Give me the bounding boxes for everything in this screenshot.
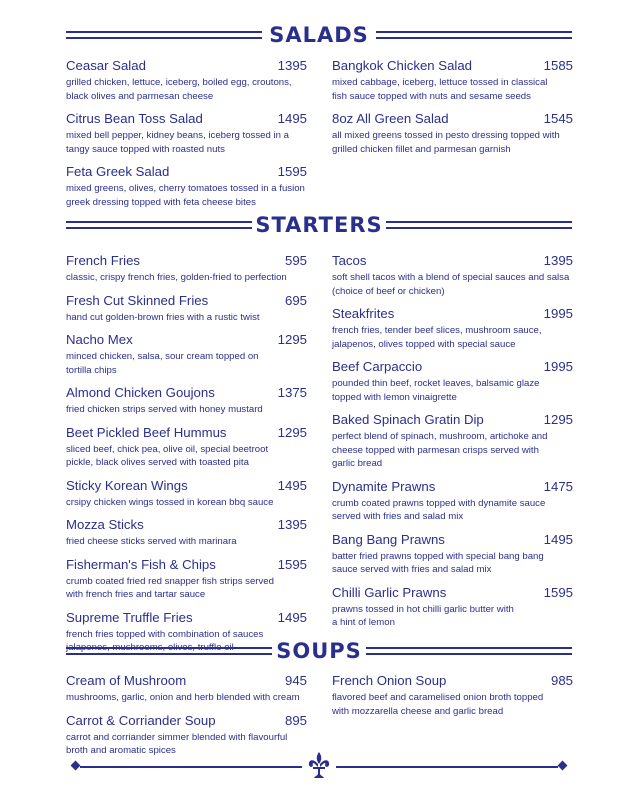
menu-item-price: 1395 <box>277 517 307 532</box>
menu-item-description: crsipy chicken wings tossed in korean bbq sauce <box>66 496 274 508</box>
menu-item-name: Tacos <box>332 253 367 268</box>
menu-item-description: sliced beef, chick pea, olive oil, special beetroot pickle, black olives served with toasted pita <box>66 443 269 468</box>
menu-item-name: Feta Greek Salad <box>66 164 170 179</box>
menu-item-description: mushrooms, garlic, onion and herb blended with cream <box>66 692 300 703</box>
menu-item-description: all mixed greens tossed in pesto dressing topped with grilled chicken fillet and parmesan garnish <box>332 130 560 155</box>
menu-item-row <box>66 610 307 626</box>
menu-item-description: classic, crispy french fries, golden-fried to perfection <box>66 272 287 283</box>
menu-item <box>332 359 573 404</box>
menu-item-name: Sticky Korean Wings <box>66 477 188 493</box>
menu-item-name: Ceasar Salad <box>66 58 146 73</box>
menu-item-price: 1995 <box>543 359 573 374</box>
menu-item <box>332 585 573 630</box>
menu-item-name: Citrus Bean Toss Salad <box>66 111 203 126</box>
menu-item-description: batter fried prawns topped with special bang bang sauce served with fries and salad mix <box>332 550 544 575</box>
menu-item-price: 945 <box>284 673 307 688</box>
footer-ornament <box>66 756 572 778</box>
menu-item-name: Fisherman's Fish & Chips <box>66 556 216 572</box>
menu-item-name: Bang Bang Prawns <box>332 531 445 547</box>
menu-item-name: French Fries <box>66 253 141 268</box>
menu-item-price: 1395 <box>543 253 573 268</box>
salads-title: SALADS <box>269 23 369 47</box>
menu-item-row <box>332 359 573 375</box>
menu-item-price: 1595 <box>277 164 307 179</box>
menu-item-row <box>66 164 307 180</box>
header-rule-right <box>386 221 572 229</box>
menu-item-description: crumb coated prawns topped with dynamite sauce served with fries and salad mix <box>332 497 546 522</box>
menu-item-price: 1495 <box>543 531 573 547</box>
starters-header <box>66 212 572 240</box>
menu-item-row <box>332 58 573 74</box>
menu-item-description: soft shell tacos with a blend of special sauces and salsa (choice of beef or chicken) <box>332 272 570 297</box>
menu-item <box>332 253 573 298</box>
menu-item-name: Beet Pickled Beef Hummus <box>66 424 227 440</box>
menu-item-row <box>66 332 307 348</box>
menu-item-price: 895 <box>284 712 307 728</box>
menu-item-name: 8oz All Green Salad <box>332 111 449 126</box>
menu-item-price: 1495 <box>277 477 307 493</box>
header-rule-right <box>366 647 572 655</box>
menu-item <box>332 673 573 718</box>
footer-rule-left <box>80 766 302 768</box>
soups-left-column <box>66 673 307 766</box>
menu-item-price: 1295 <box>277 424 307 440</box>
menu-item-row <box>66 478 307 494</box>
menu-item <box>66 713 307 758</box>
footer-rule-right <box>336 766 558 768</box>
menu-item-price: 695 <box>284 292 307 308</box>
menu-item-row <box>332 532 573 548</box>
menu-item-row <box>66 557 307 573</box>
menu-item <box>66 164 307 209</box>
menu-item <box>66 332 307 377</box>
menu-item <box>66 673 307 705</box>
menu-item-name: Chilli Garlic Prawns <box>332 584 447 600</box>
menu-item-price: 1595 <box>543 584 573 600</box>
starters-right-column <box>332 253 573 638</box>
menu-item-name: Steakfrites <box>332 306 395 321</box>
menu-item <box>332 412 573 471</box>
menu-item-description: crumb coated fried red snapper fish strips served with french fries and tartar sauce <box>66 575 274 600</box>
menu-item-name: Supreme Truffle Fries <box>66 609 193 625</box>
menu-item-price: 1995 <box>543 306 573 321</box>
menu-item-description: hand cut golden-brown fries with a rustic twist <box>66 311 260 323</box>
menu-item-description: perfect blend of spinach, mushroom, artichoke and cheese topped with parmesan crisps served with garlic bread <box>332 431 548 469</box>
soups-right-column <box>332 673 573 726</box>
menu-item-price: 595 <box>284 253 307 268</box>
menu-item-price: 1475 <box>543 478 573 494</box>
menu-item <box>332 306 573 351</box>
menu-item-row <box>66 385 307 401</box>
menu-item <box>66 557 307 602</box>
soups-header <box>66 638 572 666</box>
menu-item <box>66 385 307 417</box>
menu-item <box>332 58 573 103</box>
menu-item-price: 1585 <box>543 58 573 73</box>
menu-item-row <box>66 58 307 74</box>
menu-item-row <box>66 111 307 127</box>
menu-item <box>66 293 307 325</box>
menu-item-name: Cream of Mushroom <box>66 673 187 688</box>
menu-item-row <box>66 673 307 689</box>
menu-item <box>66 58 307 103</box>
menu-item-name: Baked Spinach Gratin Dip <box>332 412 484 427</box>
menu-item-row <box>66 713 307 729</box>
menu-item-name: Bangkok Chicken Salad <box>332 58 473 73</box>
menu-item-name: French Onion Soup <box>332 673 447 688</box>
menu-item-name: Mozza Sticks <box>66 517 144 532</box>
menu-item-row <box>66 425 307 441</box>
menu-item-row <box>332 479 573 495</box>
salads-header <box>66 22 572 50</box>
menu-item-price: 1295 <box>277 332 307 347</box>
menu-item-description: pounded thin beef, rocket leaves, balsamic glaze topped with lemon vinaigrette <box>332 378 540 403</box>
menu-item <box>66 425 307 470</box>
menu-item-price: 1595 <box>277 556 307 572</box>
starters-left-column <box>66 253 307 663</box>
menu-item-description: french fries, tender beef slices, mushroom sauce, jalapenos, olives topped with special sauce <box>332 325 542 350</box>
menu-item-description: mixed cabbage, iceberg, lettuce tossed in classical fish sauce topped with nuts and sesame seeds <box>332 77 548 102</box>
menu-item-description: fried cheese sticks served with marinara <box>66 536 237 547</box>
menu-item-description: grilled chicken, lettuce, iceberg, boiled egg, croutons, black olives and parmesan cheese <box>66 77 292 102</box>
menu-item <box>66 253 307 285</box>
menu-item <box>66 478 307 510</box>
menu-item <box>332 479 573 524</box>
menu-item-description: fried chicken strips served with honey mustard <box>66 404 263 415</box>
menu-item-description: prawns tossed in hot chilli garlic butter with a hint of lemon <box>332 603 514 628</box>
menu-item-description: mixed bell pepper, kidney beans, iceberg tossed in a tangy sauce topped with roasted nuts <box>66 130 289 155</box>
menu-item-row <box>66 293 307 309</box>
menu-item-price: 1375 <box>277 385 307 400</box>
menu-item-row <box>332 412 573 428</box>
menu-item <box>332 111 573 156</box>
menu-item-name: Fresh Cut Skinned Fries <box>66 292 209 308</box>
menu-item-row <box>332 306 573 322</box>
menu-item-row <box>332 585 573 601</box>
salads-left-column <box>66 58 307 217</box>
menu-item-description: mixed greens, olives, cherry tomatoes tossed in a fusion greek dressing topped with feta cheese bites <box>66 183 305 208</box>
menu-item-name: Carrot & Corriander Soup <box>66 712 216 728</box>
fleur-de-lis-icon <box>307 752 331 780</box>
menu-item <box>66 111 307 156</box>
salads-right-column <box>332 58 573 164</box>
menu-item-name: Dynamite Prawns <box>332 478 436 494</box>
diamond-icon <box>558 761 568 771</box>
menu-item-name: Nacho Mex <box>66 332 133 347</box>
menu-item-row <box>332 111 573 127</box>
menu-item-description: carrot and corriander simmer blended with flavourful broth and aromatic spices <box>66 731 288 756</box>
menu-item-price: 1495 <box>277 111 307 126</box>
menu-item-price: 1395 <box>277 58 307 73</box>
menu-item-row <box>66 253 307 269</box>
menu-item-name: Beef Carpaccio <box>332 359 423 374</box>
menu-item <box>332 532 573 577</box>
soups-title: SOUPS <box>276 639 362 663</box>
starters-title: STARTERS <box>255 213 383 237</box>
menu-item-description: french fries topped with combination of sauces jalapenos, mushrooms, olives, truffle oil <box>66 628 264 653</box>
menu-item <box>66 517 307 549</box>
menu-item-description: flavored beef and caramelised onion broth topped with mozzarella cheese and garlic bread <box>332 692 544 717</box>
menu-item-name: Almond Chicken Goujons <box>66 385 215 400</box>
menu-item-description: minced chicken, salsa, sour cream topped on tortilla chips <box>66 351 259 376</box>
menu-item-price: 985 <box>550 673 573 688</box>
menu-item-row <box>332 673 573 689</box>
header-rule-right <box>376 31 572 39</box>
menu-item-price: 1295 <box>543 412 573 427</box>
menu-item-price: 1545 <box>543 111 573 126</box>
menu-item-row <box>332 253 573 269</box>
menu-item-price: 1495 <box>277 609 307 625</box>
diamond-icon <box>71 761 81 771</box>
menu-item-row <box>66 517 307 533</box>
